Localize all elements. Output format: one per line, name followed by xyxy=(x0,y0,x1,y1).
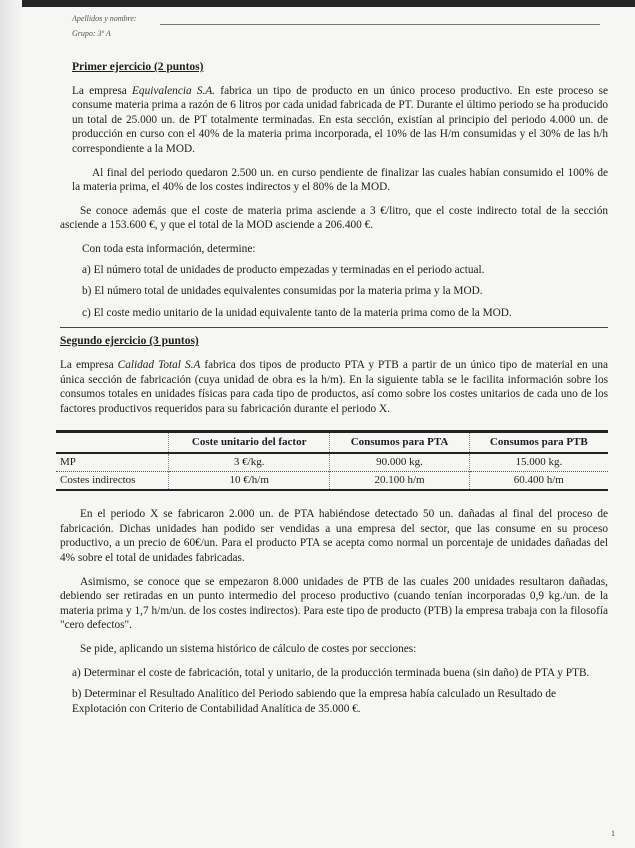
para1-text-b: fabrica un tipo de producto en un único proceso productivo. En este proceso se consume materia prima a razón de 6 litros por cada unidad fabricada de PT. Durante el último periodo se ha producido un total de 25.000 un. de PT totalmente terminadas. En esta sección, existían al principio del periodo 4.000 un. de producción en curso con el 40% de la materia prima incorporada, el 10% de las H/m consumidas y el 30% de las h/h correspondiente a la MOD. xyxy=(72,84,609,155)
table-cell: 60.400 h/m xyxy=(469,472,608,491)
table-cell: 90.000 kg. xyxy=(330,453,469,472)
table-header: Coste unitario del factor xyxy=(169,432,330,454)
name-label: Apellidos y nombre: xyxy=(72,14,137,23)
scan-shadow xyxy=(0,0,22,848)
table-cell: Costes indirectos xyxy=(60,474,136,487)
exercise2-question-b: b) Determinar el Resultado Analítico del Periodo sabiendo que la empresa había calculado un Resultado de Explotación con Criterio de Contabilidad Analítica de 35.000 €. xyxy=(72,688,557,715)
exercise1-para3: Se conoce además que el coste de materia prima asciende a 3 €/litro, que el coste indirecto total de la sección asciende a 153.600 €, y que el total de la MOD asciende a 206.400 €. xyxy=(60,204,608,232)
table-cell: MP xyxy=(60,456,76,469)
intro-text-a: La empresa xyxy=(60,358,118,371)
exercise2-period-para: En el periodo X se fabricaron 2.000 un. de PTA habiéndose detectado 50 un. dañadas al final del proceso de fabricación. Dichas unidades han podido ser vendidas a una empresa del sector, que las consume en su proceso productivo, a un precio de 60€/un. Para el producto PTA se acepta como normal un porcentaje de unidades dañadas del 4% sobre el total de unidades fabricadas. xyxy=(60,508,608,565)
exercise1-para2: Al final del periodo quedaron 2.500 un. en curso pendiente de finalizar las cuales habían consumido el 100% de la materia prima, el 40% de los costes indirectos y el 80% de la MOD. xyxy=(72,166,608,194)
exercise1-question-intro: Con toda esta información, determine: xyxy=(82,242,256,255)
table-cell: 15.000 kg. xyxy=(469,453,608,472)
table-header xyxy=(56,432,169,454)
section-divider xyxy=(60,327,608,328)
table-cell: 3 €/kg. xyxy=(169,453,330,472)
intro-text-b: fabrica dos tipos de producto PTA y PTB a partir de un único tipo de material en una única sección de fabricación (cuya unidad de obra es la h/m). En la siguiente tabla se le facilita información sobre los consumos totales en unidades físicas para cada tipo de productos, así como sobre los costes unitarios de cada uno de los factores productivos requeridos para su fabricación durante el periodo X. xyxy=(60,358,609,415)
exercise1-title: Primer ejercicio (2 puntos) xyxy=(72,61,204,73)
exercise1-questions xyxy=(82,263,608,321)
exercise1-question-b: b) El número total de unidades equivalentes consumidas por la materia prima y la MOD. xyxy=(82,285,483,298)
cost-table xyxy=(56,430,608,491)
exercise1-question-a: a) El número total de unidades de producto empezadas y terminadas en el periodo actual. xyxy=(82,263,485,276)
table-header: Consumos para PTB xyxy=(469,432,608,454)
table-row xyxy=(56,453,608,472)
table-header: Consumos para PTA xyxy=(330,432,469,454)
exercise2-question-a: a) Determinar el coste de fabricación, total y unitario, de la producción terminada buena (sin daño) de PTA y PTB. xyxy=(72,666,590,679)
table-cell: 10 €/h/m xyxy=(169,472,330,491)
exercise2-intro xyxy=(60,358,608,416)
exercise1-question-c: c) El coste medio unitario de la unidad equivalente tanto de la materia prima como de la MOD. xyxy=(82,306,512,319)
table-row xyxy=(56,472,608,491)
top-dark-band xyxy=(0,0,635,7)
company-name-calidad: Calidad Total S.A xyxy=(117,358,201,371)
exercise2-ask-intro: Se pide, aplicando un sistema histórico de cálculo de costes por secciones: xyxy=(80,643,417,656)
exercise2-title: Segundo ejercicio (3 puntos) xyxy=(60,335,199,348)
page-number: 1 xyxy=(611,829,615,838)
name-underline xyxy=(160,24,600,25)
para1-text-a: La empresa xyxy=(72,84,133,97)
table-cell: 20.100 h/m xyxy=(330,472,469,491)
document-body xyxy=(60,60,608,723)
exercise2-ptb-para: Asimismo, se conoce que se empezaron 8.000 unidades de PTB de las cuales 200 unidades resultaron dañadas, debiendo ser retiradas en un punto intermedio del proceso productivo (cuando tenían incorporadas 0,9 kg./un. de la materia prima y 1,7 h/m/un. de los costes indirectos). Para este tipo de producto (PTB) la empresa trabaja con la filosofía "cero defectos". xyxy=(60,575,608,632)
group-label: Grupo: 3º A xyxy=(72,29,111,38)
table-header-row xyxy=(56,432,608,454)
exercise1-para1 xyxy=(72,84,608,157)
exercise2-questions xyxy=(64,666,608,717)
company-name-equivalencia: Equivalencia S.A. xyxy=(132,84,216,97)
